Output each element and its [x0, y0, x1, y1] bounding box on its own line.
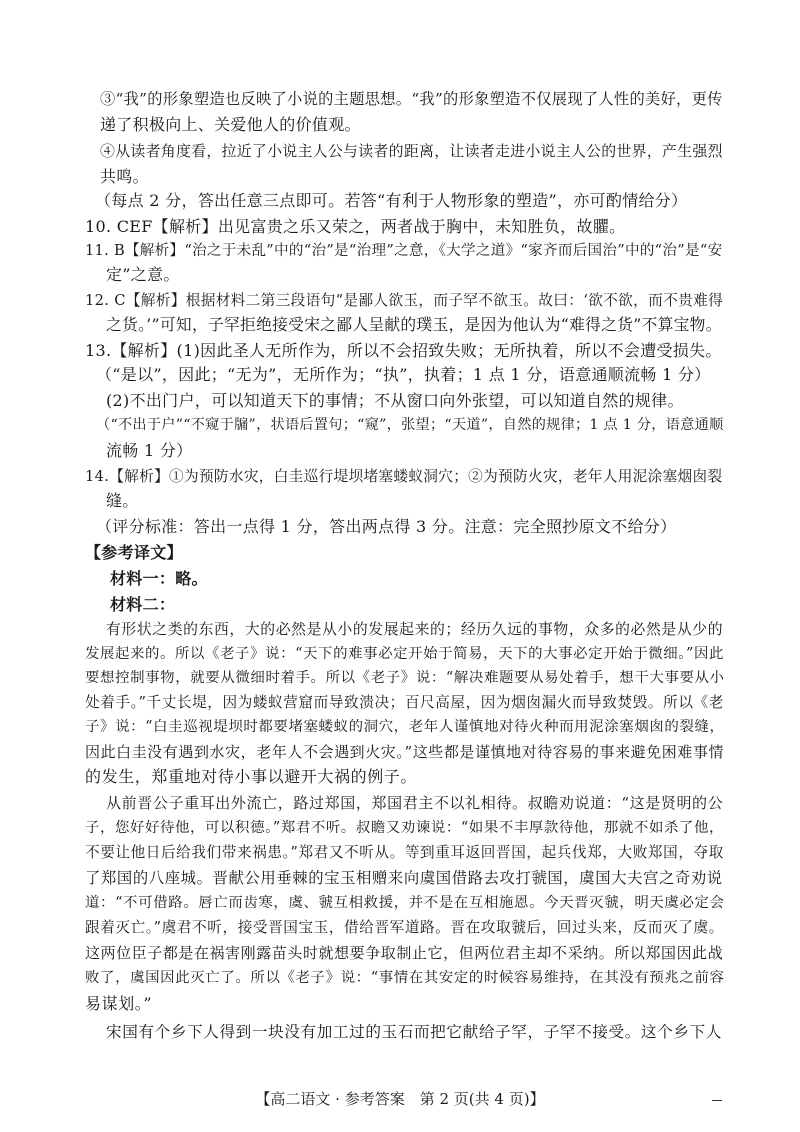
translation-para-1-line-2: 发展起来的。所以《老子》说：“天下的难事必定开始于简易，天下的大事必定开始于微细。”因此 — [85, 646, 724, 662]
material-two-label: 材料二： — [110, 595, 176, 614]
answer-11-line-1: 11. B【解析】“治之于未乱”中的“治”是“治理”之意，《大学之道》“家齐而后国治”中的“治”是“安 — [85, 242, 723, 259]
answer-11-line-2: 定”之意。 — [106, 265, 180, 284]
answer-line-4: 共鸣。 — [100, 167, 149, 186]
answer-13-line-1: 13.【解析】(1)因此圣人无所作为，所以不会招致失败；无所执着，所以不会遭受损失。 — [85, 341, 722, 360]
translation-heading: 【参考译文】 — [85, 543, 183, 562]
translation-para-2-line-3: 不要让他日后给我们带来祸患。”郑君又不听从。等到重耳返回晋国，起兵伐郑，大败郑国，夺取 — [85, 844, 724, 861]
scoring-note-9: （每点 2 分，答出任意三点即可。若答“有利于人物形象的塑造”，亦可酌情给分） — [95, 191, 688, 210]
translation-para-2-line-1: 从前晋公子重耳出外流亡，路过郑国，郑国君主不以礼相待。叔瞻劝说道：“这是贤明的公 — [106, 794, 724, 812]
answer-line-1: ③“我”的形象塑造也反映了小说的主题思想。“我”的形象塑造不仅展现了人性的美好，更传 — [100, 90, 723, 108]
translation-para-2-line-5: 道：“不可借路。唇亡而齿寒，虞、虢互相救援，并不是在互相施恩。今天晋灭虢，明天虞必定会 — [85, 895, 725, 911]
answer-line-2: 递了积极向上、关爱他人的价值观。 — [100, 115, 361, 134]
answer-13-line-2: (2)不出门户，可以知道天下的事情；不从窗口向外张望，可以知道自然的规律。 — [106, 391, 684, 410]
answer-10: 10. CEF【解析】出见富贵之乐又荣之，两者战于胸中，未知胜负，故臞。 — [85, 217, 626, 236]
answer-13-note-2: （“不出于户”“不窥于牖”，状语后置句；“窥”，张望；“天道”，自然的规律；1 点 1 分，语意通顺 — [96, 417, 724, 433]
translation-para-2-line-4: 了郑国的八座城。晋献公用垂棘的宝玉相赠来向虞国借路去攻打虢国，虞国大夫宫之奇劝说 — [85, 869, 723, 887]
answer-13-note-2-cont: 流畅 1 分） — [106, 441, 193, 460]
answer-12-line-2: 之货。’”可知，子罕拒绝接受宋之鄙人呈献的璞玉，是因为他认为“难得之货”不算宝物。 — [106, 315, 722, 334]
translation-para-2-line-9: 易谋划。” — [85, 994, 153, 1013]
translation-para-2-line-7: 这两位臣子都是在祸害刚露苗头时就想要争取制止它，但两位君主却不采纳。所以郑国因此战 — [85, 944, 724, 962]
answer-12-line-1: 12. C【解析】根据材料二第三段语句“是鄙人欲玉，而子罕不欲玉。故曰：‘欲不欲，而不贵难得 — [85, 292, 724, 309]
translation-para-2-line-6: 跟着灭亡。”虞君不听，接受晋国宝玉，借给晋军道路。晋在攻取虢后，回过头来，反而灭了虞。 — [85, 919, 724, 936]
translation-para-1-line-7: 的发生，郑重地对待小事以避开大祸的例子。 — [85, 767, 418, 786]
translation-para-1-line-4: 处着手。”千丈长堤，因为蝼蚁营窟而导致溃决；百尺高屋，因为烟囱漏火而导致焚毁。所以《老 — [85, 694, 724, 711]
translation-para-1-line-3: 要想控制事物，就要从微细时着手。所以《老子》说：“解决难题要从易处着手，想干大事要从小 — [85, 670, 725, 686]
answer-14-line-2: 缝。 — [106, 491, 139, 510]
footer-mark — [712, 1100, 722, 1101]
translation-para-3-line-1: 宋国有个乡下人得到一块没有加工过的玉石而把它献给子罕，子罕不接受。这个乡下人 — [106, 1023, 722, 1041]
answer-13-note-1: （“是以”，因此；“无为”，无所作为；“执”，执着；1 点 1 分，语意通顺流畅 1 分） — [96, 365, 711, 384]
material-one-label: 材料一：略。 — [110, 569, 208, 588]
page-footer: 【高二语文 · 参考答案 第 2 页(共 4 页)】 — [255, 1090, 545, 1108]
translation-para-1-line-1: 有形状之类的东西，大的必然是从小的发展起来的；经历久远的事物，众多的必然是从少的 — [106, 621, 724, 638]
answer-line-3: ④从读者角度看，拉近了小说主人公与读者的距离，让读者走进小说主人公的世界，产生强烈 — [100, 142, 723, 160]
translation-para-1-line-6: 因此白圭没有遇到水灾，老年人不会遇到火灾。”这些都是谨慎地对待容易的事来避免困难事情 — [85, 743, 725, 761]
translation-para-2-line-2: 子，您好好待他，可以积德。”郑君不听。叔瞻又劝谏说：“如果不丰厚款待他，那就不如杀了他， — [85, 820, 724, 836]
translation-para-1-line-5: 子》说：“白圭巡视堤坝时都要堵塞蝼蚁的洞穴，老年人谨慎地对待火种而用泥涂塞烟囱的裂缝， — [85, 719, 725, 735]
answer-14-note: （评分标准：答出一点得 1 分，答出两点得 3 分。注意：完全照抄原文不给分） — [96, 517, 677, 536]
translation-para-2-line-8: 败了，虞国因此灭亡了。所以《老子》说：“事情在其安定的时候容易维持，在其没有预兆之前容 — [85, 970, 725, 986]
answer-14-line-1: 14.【解析】①为预防水灾，白圭巡行堤坝堵塞蝼蚁洞穴；②为预防火灾，老年人用泥涂塞烟囱裂 — [85, 468, 723, 485]
